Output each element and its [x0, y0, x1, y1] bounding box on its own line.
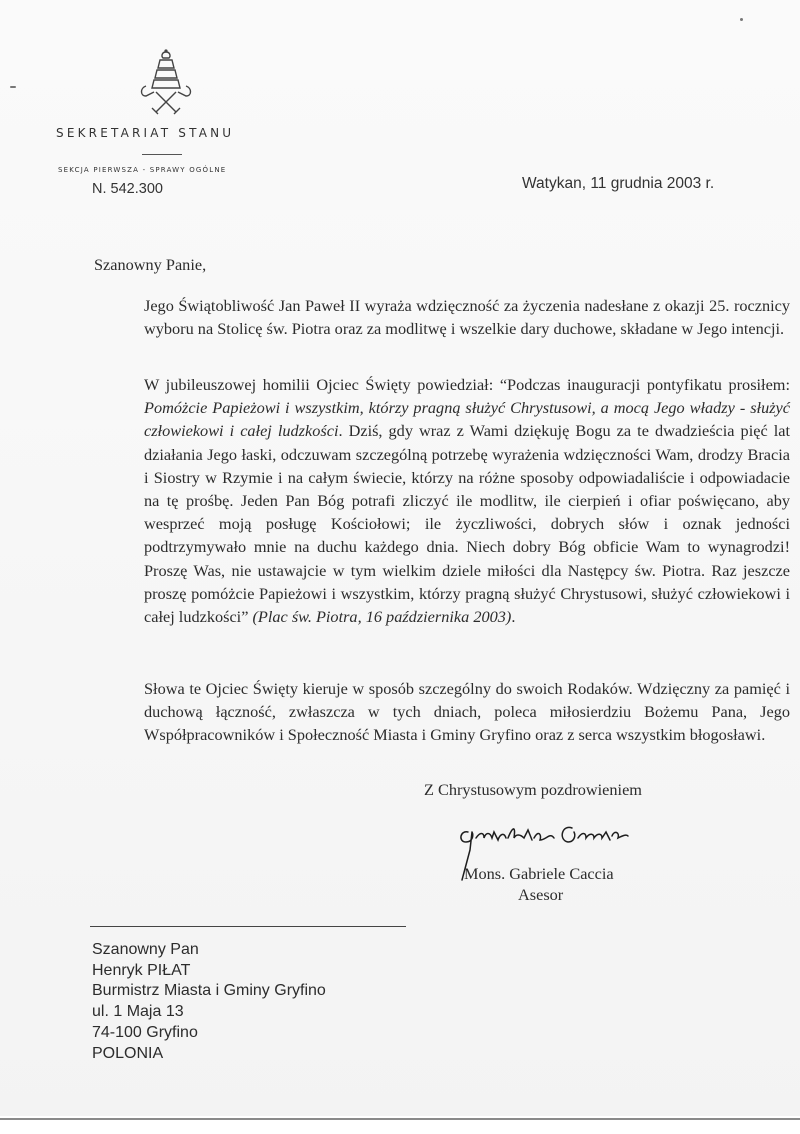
recipient-address [92, 940, 326, 1064]
page-bottom-edge [0, 1118, 800, 1120]
address-line: ul. 1 Maja 13 [92, 1003, 184, 1021]
address-line: 74-100 Gryfino [92, 1023, 198, 1041]
scan-speck [10, 86, 16, 88]
signer-name: Mons. Gabriele Caccia [464, 864, 614, 883]
paragraph-2-intro: W jubileuszowej homilii Ojciec Święty powiedział: “Podczas inauguracji pontyfikatu prosiłem: [144, 375, 790, 394]
paragraph-3: Słowa te Ojciec Święty kieruje w sposób szczególny do swoich Rodaków. Wdzięczny za pamięć i duchową łączność, zwłaszcza w tych dniach, poleca miłosierdziu Bożemu Pana, Jego Współpracowników i Społeczność Miasta i Gminy Gryfino oraz z serca wszystkim błogosławi. [144, 679, 790, 745]
paragraph-2-end: . [511, 607, 516, 627]
scan-speck [740, 18, 743, 21]
letter-date: Watykan, 11 grudnia 2003 r. [522, 175, 715, 192]
homily-quote: Pomóżcie Papieżowi i wszystkim, którzy pragną służyć Chrystusowi, a mocą Jego władzy - służyć człowiekowi i całej ludzkości [144, 398, 790, 441]
papal-crest-icon [136, 48, 196, 118]
address-line: Burmistrz Miasta i Gminy Gryfino [92, 982, 326, 1000]
homily-source: (Plac św. Piotra, 16 października 2003) [252, 607, 512, 627]
paragraph-1: Jego Świątobliwość Jan Paweł II wyraża wdzięczność za życzenia nadesłane z okazji 25. rocznicy wyboru na Stolicę św. Piotra oraz za modlitwę i wszelkie dary duchowe, składane w Jego intencji. [144, 296, 790, 339]
salutation: Szanowny Panie, [94, 255, 207, 274]
header-divider [142, 154, 182, 155]
address-line: Henryk PIŁAT [92, 961, 191, 979]
address-divider [90, 926, 406, 927]
paragraph-2 [94, 373, 790, 628]
reference-number: N. 542.300 [92, 181, 163, 197]
address-line: Szanowny Pan [92, 941, 199, 958]
address-line: POLONIA [92, 1044, 164, 1062]
paragraph-2-body: . Dziś, gdy wraz z Wami dziękuję Bogu za te dwadzieścia pięć lat działania Jego łaski, odczuwam szczególną potrzebę wyrażenia wdzięczności Wam, drodzy Bracia i Siostry w Rzymie i na całym świecie, którzy na różne sposoby odpowiadaliście i odpowiadacie na tę prośbę. Jeden Pan Bóg potrafi zliczyć ile modlitw, ile cierpień i ofiar poświęcano, aby wesprzeć moją posługę Kościołowi; ile życzliwości, dobrych słów i oznak jedności podtrzymywało mnie na duchu każdego dnia. Niech dobry Bóg obficie Wam to wynagrodzi! Proszę Was, nie ustawajcie w tym wielkim dziele miłości dla Następcy św. Piotra. Raz jeszcze proszę pomóżcie Papieżowi i wszystkim, którzy pragną służyć Chrystusowi, służyć człowiekowi i całej ludzkości” [144, 421, 790, 627]
signer-role: Asesor [518, 885, 564, 904]
closing-greeting: Z Chrystusowym pozdrowieniem [424, 780, 642, 799]
section-name: SEKCJA PIERWSZA - SPRAWY OGÓLNE [58, 166, 227, 174]
department-name: SEKRETARIAT STANU [56, 126, 235, 140]
